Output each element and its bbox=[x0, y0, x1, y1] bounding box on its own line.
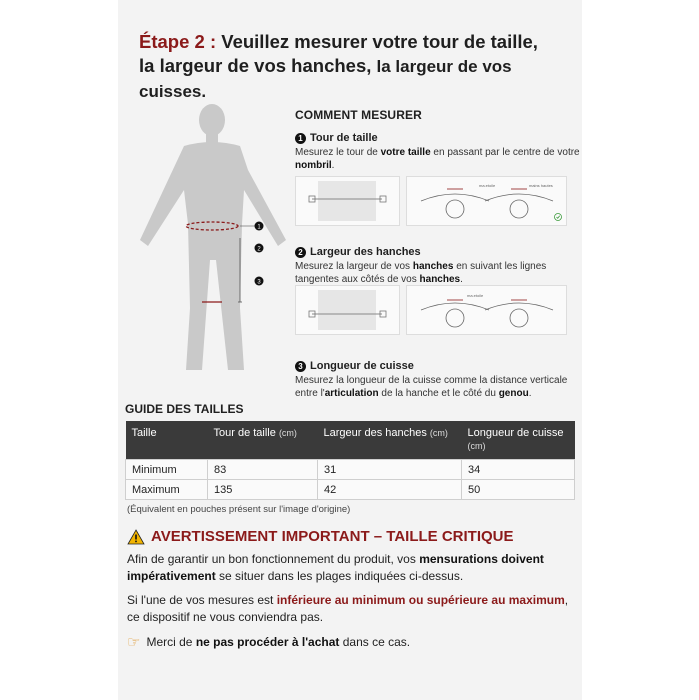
warning-heading bbox=[127, 528, 514, 545]
step-3-description: Mesurez la longueur de la cuisse comme la distance verticale entre l'articulation de la hanche et le côté du genou. bbox=[295, 375, 568, 399]
step-3-number: 3 bbox=[295, 361, 306, 372]
step-1-number: 1 bbox=[295, 133, 306, 144]
hip-illustration bbox=[295, 285, 400, 335]
step-2-illustrations bbox=[295, 285, 565, 335]
step-1-illustrations bbox=[295, 176, 565, 226]
step-label: Étape 2 : bbox=[139, 31, 217, 52]
pointing-hand-icon: ☞ bbox=[127, 634, 141, 651]
step-1-title: Tour de taille bbox=[310, 132, 378, 144]
waist-measure-diagram bbox=[406, 176, 567, 226]
page-title bbox=[139, 30, 579, 104]
svg-text:ma.etoile: ma.etoile bbox=[479, 183, 496, 188]
svg-text:ma.etoile: ma.etoile bbox=[467, 293, 484, 298]
size-guide-heading: GUIDE DES TAILLES bbox=[125, 402, 244, 416]
waist-illustration bbox=[295, 176, 400, 226]
table-row: Maximum 135 42 50 bbox=[126, 480, 575, 500]
body-silhouette-figure bbox=[118, 100, 288, 380]
title-line2b: la largeur de vos cuisses. bbox=[139, 57, 512, 101]
size-guide-table bbox=[125, 421, 575, 500]
how-to-measure bbox=[295, 108, 580, 400]
step-2-heading bbox=[295, 246, 580, 258]
equivalence-note: (Équivalent en pouches présent sur l'image d'origine) bbox=[127, 504, 351, 515]
warning-paragraph-3: ☞ Merci de ne pas procéder à l'achat dans ce cas. bbox=[127, 634, 411, 651]
step-2-number: 2 bbox=[295, 247, 306, 258]
title-line1: Veuillez mesurer votre tour de taille, bbox=[221, 31, 538, 52]
svg-text:3: 3 bbox=[257, 279, 261, 286]
svg-text:1: 1 bbox=[257, 224, 261, 231]
step-1-description: Mesurez le tour de votre taille en passant par le centre de votre nombril. bbox=[295, 147, 580, 171]
step-2-description: Mesurez la largeur de vos hanches en suivant les lignes tangentes aux côtés de vos hanches. bbox=[295, 261, 547, 285]
how-heading: COMMENT MESURER bbox=[295, 108, 422, 122]
warning-triangle-icon bbox=[127, 529, 145, 545]
step-1-heading bbox=[295, 132, 580, 144]
step-2-title: Largeur des hanches bbox=[310, 246, 421, 258]
warning-paragraph-1: Afin de garantir un bon fonctionnement du produit, vos mensurations doivent impérativement se situer dans les plages indiquées ci-dessus. bbox=[127, 552, 544, 583]
step-3-heading bbox=[295, 360, 580, 372]
svg-text:mains hautes: mains hautes bbox=[529, 183, 553, 188]
header-longueur-cuisse: Longueur de cuisse (cm) bbox=[462, 421, 575, 460]
svg-text:2: 2 bbox=[257, 246, 261, 253]
header-tour-de-taille: Tour de taille (cm) bbox=[208, 421, 318, 460]
step-3-title: Longueur de cuisse bbox=[310, 360, 414, 372]
header-largeur-hanches: Largeur des hanches (cm) bbox=[318, 421, 462, 460]
header-taille: Taille bbox=[126, 421, 208, 460]
table-row: Minimum 83 31 34 bbox=[126, 460, 575, 480]
warning-paragraph-2: Si l'une de vos mesures est inférieure au minimum ou supérieure au maximum, ce dispositif ne vous conviendra pas. bbox=[127, 593, 569, 624]
hip-measure-diagram bbox=[406, 285, 567, 335]
warning-title: AVERTISSEMENT IMPORTANT – TAILLE CRITIQUE bbox=[151, 528, 514, 545]
title-line2a: la largeur de vos hanches, bbox=[139, 55, 372, 76]
